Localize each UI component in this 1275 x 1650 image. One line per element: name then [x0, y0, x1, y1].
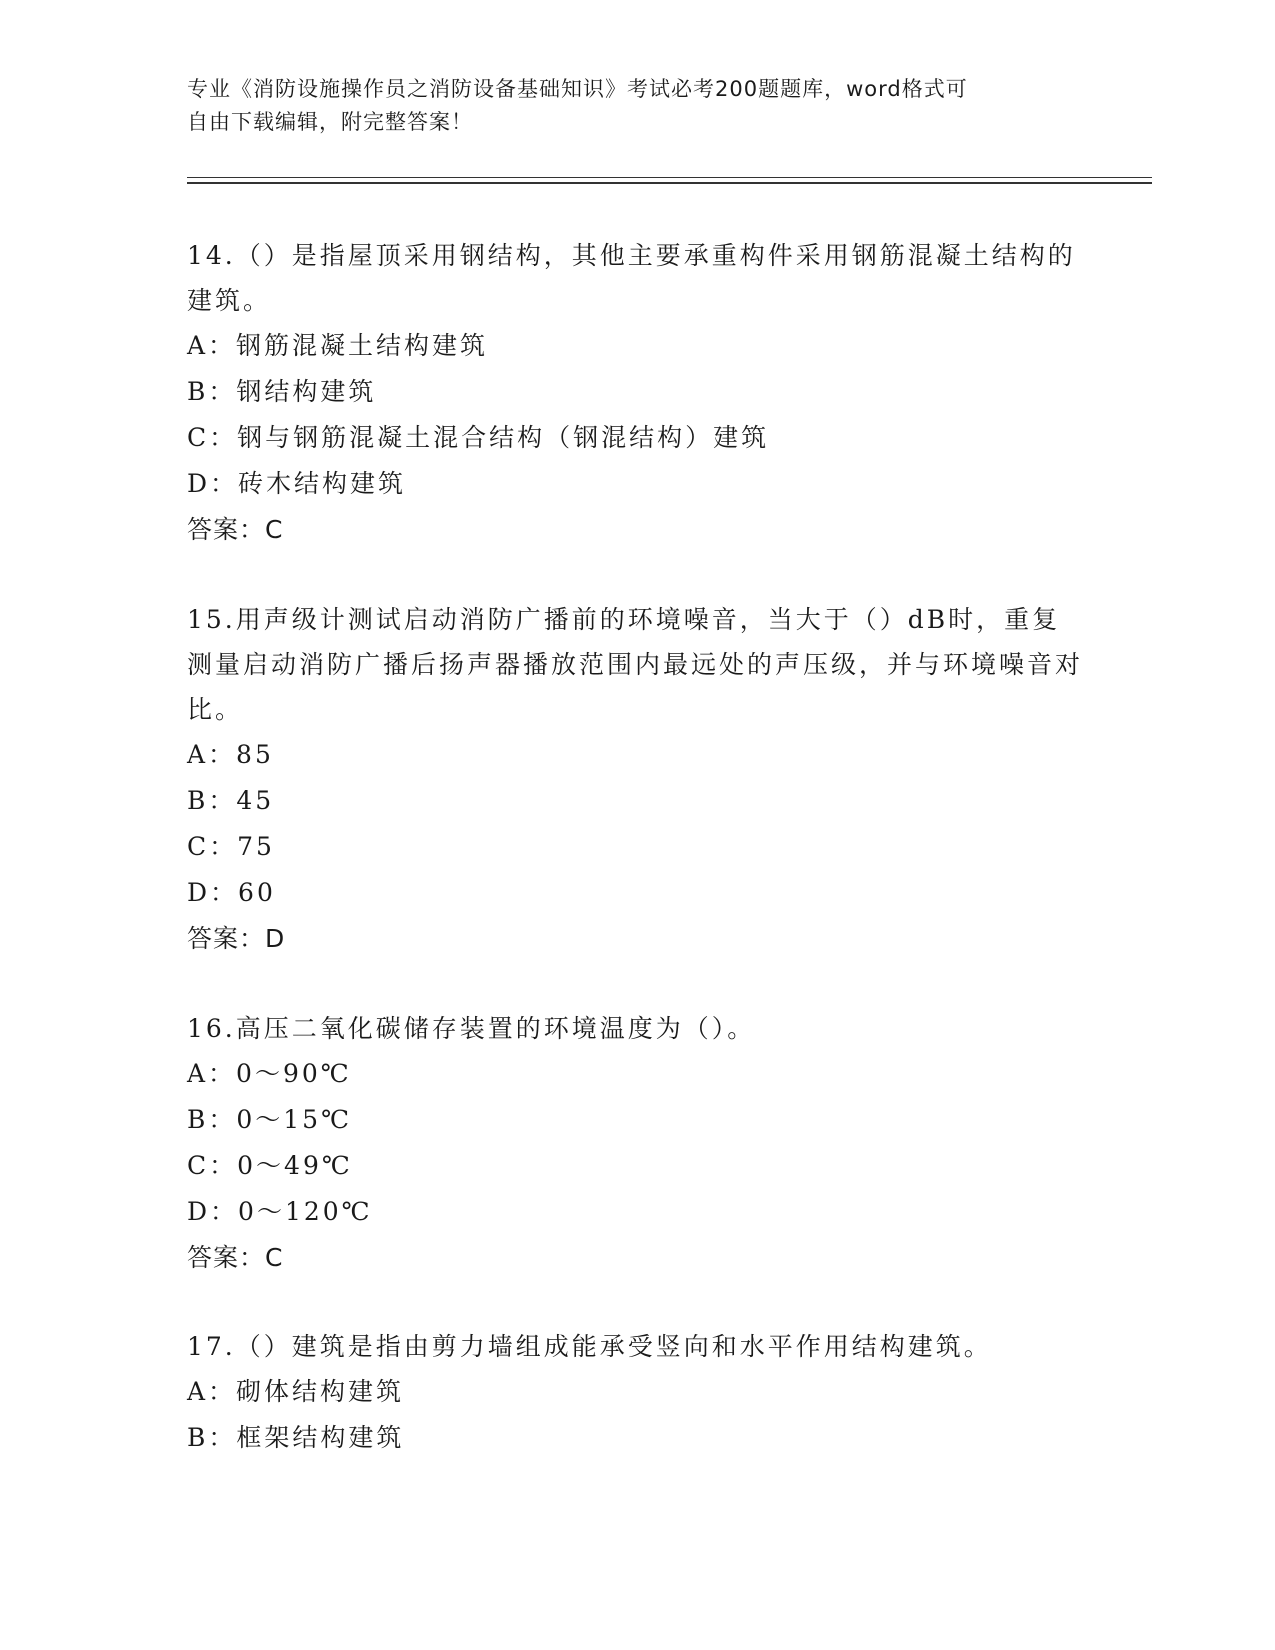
header-divider-thick — [187, 182, 1152, 184]
option-b: B：45 — [187, 786, 275, 815]
header-title-line-1: 专业《消防设施操作员之消防设备基础知识》考试必考200题题库，word格式可 — [187, 77, 968, 101]
option-b: B：钢结构建筑 — [187, 377, 377, 406]
answer-label: 答案：C — [187, 515, 284, 544]
option-d: D：60 — [187, 878, 276, 907]
question-text: 16.高压二氧化碳储存装置的环境温度为（）。 — [187, 1014, 756, 1043]
question-16 — [187, 1006, 1087, 1281]
option-d: D：砖木结构建筑 — [187, 469, 407, 498]
question-text: 14.（）是指屋顶采用钢结构，其他主要承重构件采用钢筋混凝土结构的建筑。 — [187, 241, 1076, 315]
option-d: D：0～120℃ — [187, 1197, 373, 1226]
answer-label: 答案：C — [187, 1243, 284, 1272]
option-a: A：钢筋混凝土结构建筑 — [187, 331, 489, 360]
document-header — [187, 73, 1087, 139]
answer-label: 答案：D — [187, 924, 286, 953]
option-c: C：75 — [187, 832, 275, 861]
question-text: 15.用声级计测试启动消防广播前的环境噪音，当大于（）dB时，重复测量启动消防广播后扬声器播放范围内最远处的声压级，并与环境噪音对比。 — [187, 605, 1084, 724]
option-a: A：85 — [187, 740, 274, 769]
option-c: C：0～49℃ — [187, 1151, 353, 1180]
question-17 — [187, 1324, 1087, 1461]
option-a: A：砌体结构建筑 — [187, 1377, 405, 1406]
header-divider-thin — [187, 177, 1152, 178]
option-b: B：框架结构建筑 — [187, 1423, 405, 1452]
question-15 — [187, 597, 1087, 962]
question-14 — [187, 233, 1087, 553]
header-title-line-2: 自由下载编辑，附完整答案！ — [187, 110, 473, 134]
question-text: 17.（）建筑是指由剪力墙组成能承受竖向和水平作用结构建筑。 — [187, 1332, 992, 1361]
option-b: B：0～15℃ — [187, 1105, 353, 1134]
option-a: A：0～90℃ — [187, 1059, 352, 1088]
option-c: C：钢与钢筋混凝土混合结构（钢混结构）建筑 — [187, 423, 770, 452]
